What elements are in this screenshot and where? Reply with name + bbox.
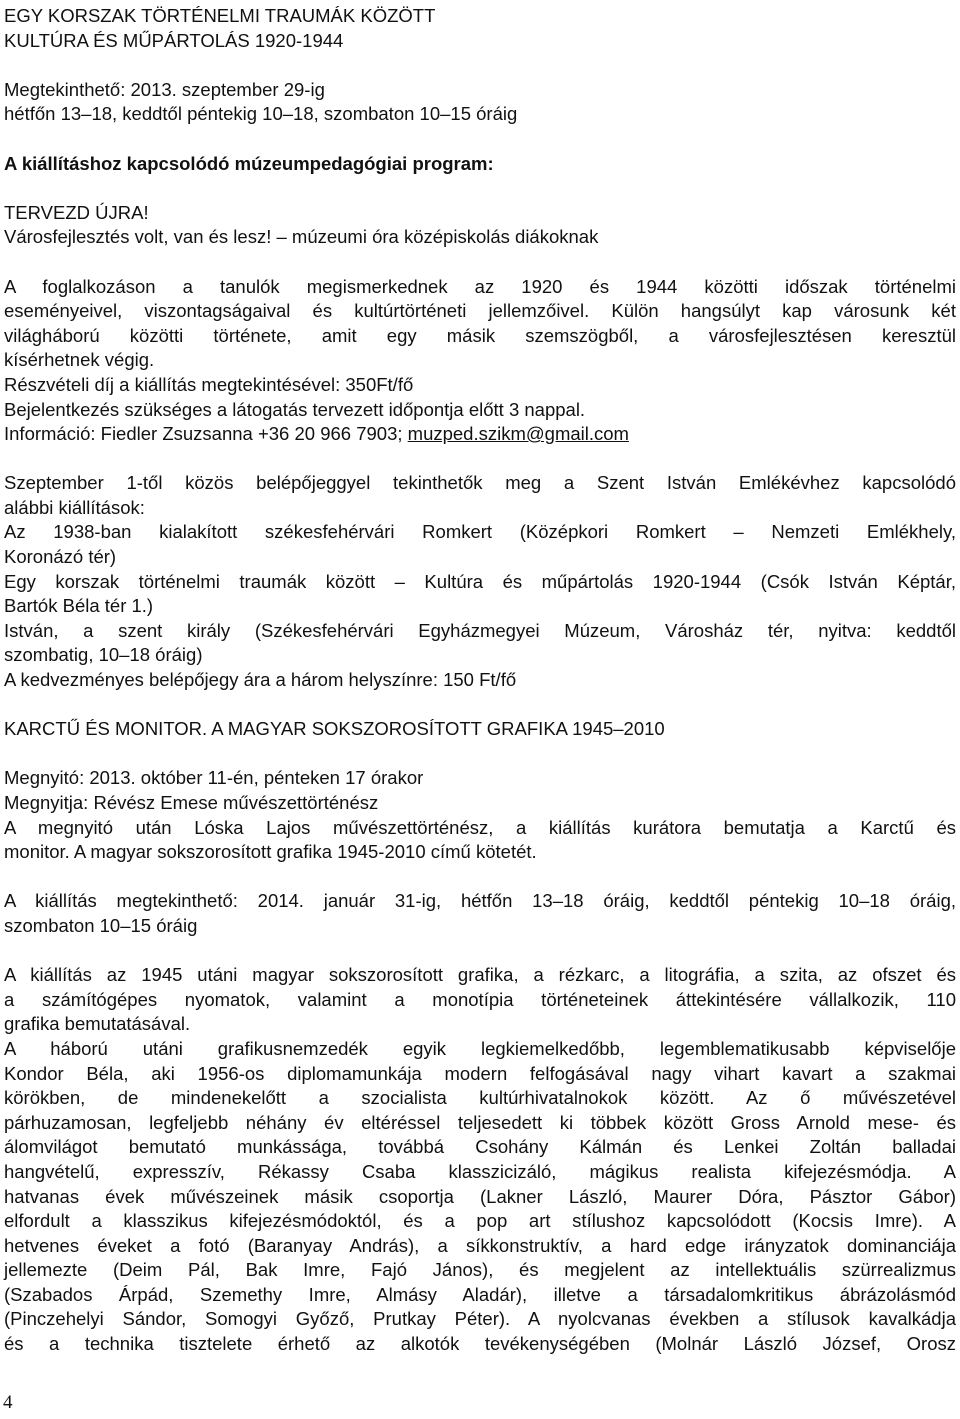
- program-description-line: A foglalkozáson a tanulók megismerkednek az 1920 és 1944 közötti időszak történelmi: [4, 275, 956, 297]
- paragraph-line: (Pinczehelyi Sándor, Somogyi Győző, Prutkay Péter). A nyolcvanas években a stílusok kavalkádja: [4, 1308, 956, 1330]
- program-registration: Bejelentkezés szükséges a látogatás tervezett időpontja előtt 3 nappal.: [4, 398, 586, 420]
- paragraph-line: párhuzamosan, legfeljebb néhány év eltéréssel teljesedett ki többek között Gross Arnold mese- és: [4, 1111, 956, 1133]
- karctu-visiting: [4, 889, 956, 938]
- opening-speaker: Megnyitja: Révész Emese művészettörténész: [4, 792, 379, 813]
- paragraph-line: hatvanas évek művészeinek másik csoportja (Lakner László, Maurer Dóra, Pásztor Gábor): [4, 1185, 956, 1207]
- paragraph-line: hetvenes éveket a fotó (Baranyay András), a síkkonstruktív, a hard edge irányzatok dominanciája: [4, 1234, 956, 1256]
- title-line-1: EGY KORSZAK TÖRTÉNELMI TRAUMÁK KÖZÖTT: [4, 5, 436, 26]
- joint-ticket-line: István, a szent király (Székesfehérvári Egyházmegyei Múzeum, Városház tér, nyitva: keddtől: [4, 619, 956, 641]
- joint-ticket-line: Koronázó tér): [4, 546, 117, 568]
- joint-ticket-section: [4, 471, 956, 692]
- joint-ticket-line: Az 1938-ban kialakított székesfehérvári Romkert (Középkori Romkert – Nemzeti Emlékhely,: [4, 521, 956, 543]
- karctu-paragraph-1: [4, 963, 956, 1037]
- contact-text: Információ: Fiedler Zsuzsanna +36 20 966 7903;: [4, 423, 408, 445]
- document-page: [4, 4, 956, 1357]
- paragraph-line: A háború utáni grafikusnemzedék egyik legkiemelkedőbb, legemblematikusabb képviselője: [4, 1037, 956, 1059]
- program-heading: A kiállításhoz kapcsolódó múzeumpedagógiai program:: [4, 152, 494, 174]
- paragraph-line: grafika bemutatásával.: [4, 1013, 191, 1035]
- opening-date: Megnyitó: 2013. október 11-én, pénteken 17 órakor: [4, 767, 424, 789]
- paragraph-line: A kiállítás az 1945 utáni magyar sokszorosított grafika, a rézkarc, a litográfia, a szita, az ofszet és: [4, 964, 956, 986]
- paragraph-line: Kondor Béla, aki 1956-os diplomamunkája modern felfogásával nagy vihart kavart a szakmai: [4, 1062, 956, 1084]
- joint-ticket-line: Egy korszak történelmi traumák között – Kultúra és műpártolás 1920-1944 (Csók István Képtár,: [4, 570, 956, 592]
- program-description-line: világháború közötti története, amit egy másik szemszögből, a városfejlesztésen keresztül: [4, 324, 956, 346]
- karctu-paragraph-2: [4, 1037, 956, 1357]
- joint-ticket-line: alábbi kiállítások:: [4, 496, 145, 518]
- joint-ticket-price: A kedvezményes belépőjegy ára a három helyszínre: 150 Ft/fő: [4, 669, 517, 691]
- paragraph-line: hangvételű, expresszív, Rékassy Csaba klasszicizáló, mágikus realista kifejezésmódja. A: [4, 1160, 956, 1182]
- program-name: TERVEZD ÚJRA!: [4, 201, 149, 223]
- visiting-schedule: hétfőn 13–18, keddtől péntekig 10–18, szombaton 10–15 óráig: [4, 103, 518, 125]
- karctu-opening: [4, 766, 956, 864]
- paragraph-line: jellemezte (Deim Pál, Bak Imre, Fajó János), és megjelent az intellektuális szürrealizmus: [4, 1259, 956, 1281]
- title-line-2: KULTÚRA ÉS MŰPÁRTOLÁS 1920-1944: [4, 29, 344, 51]
- program-description-line: kísérhetnek végig.: [4, 349, 155, 371]
- program-section: [4, 201, 956, 447]
- karctu-visiting-line: A kiállítás megtekinthető: 2014. január 31-ig, hétfőn 13–18 óráig, keddtől péntekig 10–18 óráig,: [4, 890, 956, 912]
- opening-note-line: monitor. A magyar sokszorosított grafika 1945-2010 című kötetét.: [4, 841, 537, 863]
- joint-ticket-line: szombatig, 10–18 óráig): [4, 644, 203, 666]
- paragraph-line: (Szabados Árpád, Szemethy Imre, Almásy Aladár), illetve a társadalomkritikus ábrázolásmód: [4, 1283, 956, 1305]
- paragraph-line: körökben, de mindenekelőtt a szocialista kultúrhivatalnokok között. Az ő művészetével: [4, 1087, 956, 1109]
- page-number: 4: [3, 1392, 13, 1413]
- program-fee: Részvételi díj a kiállítás megtekintésével: 350Ft/fő: [4, 373, 414, 395]
- paragraph-line: és a technika tisztelete érhető az alkotók tevékenységében (Molnár László József, Orosz: [4, 1333, 956, 1355]
- karctu-visiting-line: szombaton 10–15 óráig: [4, 914, 198, 936]
- program-subtitle: Városfejlesztés volt, van és lesz! – múzeumi óra középiskolás diákoknak: [4, 226, 599, 248]
- paragraph-line: a számítógépes nyomatok, valamint a monotípia történeteinek áttekintésére vállalkozik, 110: [4, 988, 956, 1010]
- program-description-line: eseményeivel, viszontagságaival és kultúrtörténeti jellemzőivel. Külön hangsúlyt kap városunk két: [4, 300, 956, 322]
- document-title: [4, 4, 956, 53]
- visiting-until: Megtekinthető: 2013. szeptember 29-ig: [4, 78, 325, 100]
- karctu-exhibition-title: KARCTŰ ÉS MONITOR. A MAGYAR SOKSZOROSÍTOTT GRAFIKA 1945–2010: [4, 718, 665, 740]
- paragraph-line: álomvilágot bemutató munkássága, továbbá Csohány Kálmán és Lenkei Zoltán balladai: [4, 1136, 956, 1158]
- joint-ticket-line: Szeptember 1-től közös belépőjeggyel tekinthetők meg a Szent István Emlékévhez kapcsolódó: [4, 472, 956, 494]
- program-contact: [4, 422, 956, 447]
- contact-email-link[interactable]: muzped.szikm@gmail.com: [407, 423, 629, 445]
- opening-note-line: A megnyitó után Lóska Lajos művészettörténész, a kiállítás kurátora bemutatja a Karctű és: [4, 816, 956, 838]
- joint-ticket-line: Bartók Béla tér 1.): [4, 595, 154, 617]
- visiting-hours: [4, 78, 956, 127]
- paragraph-line: elfordult a klasszikus kifejezésmódoktól, és a pop art stílushoz kapcsolódott (Kocsis Imre). A: [4, 1210, 956, 1232]
